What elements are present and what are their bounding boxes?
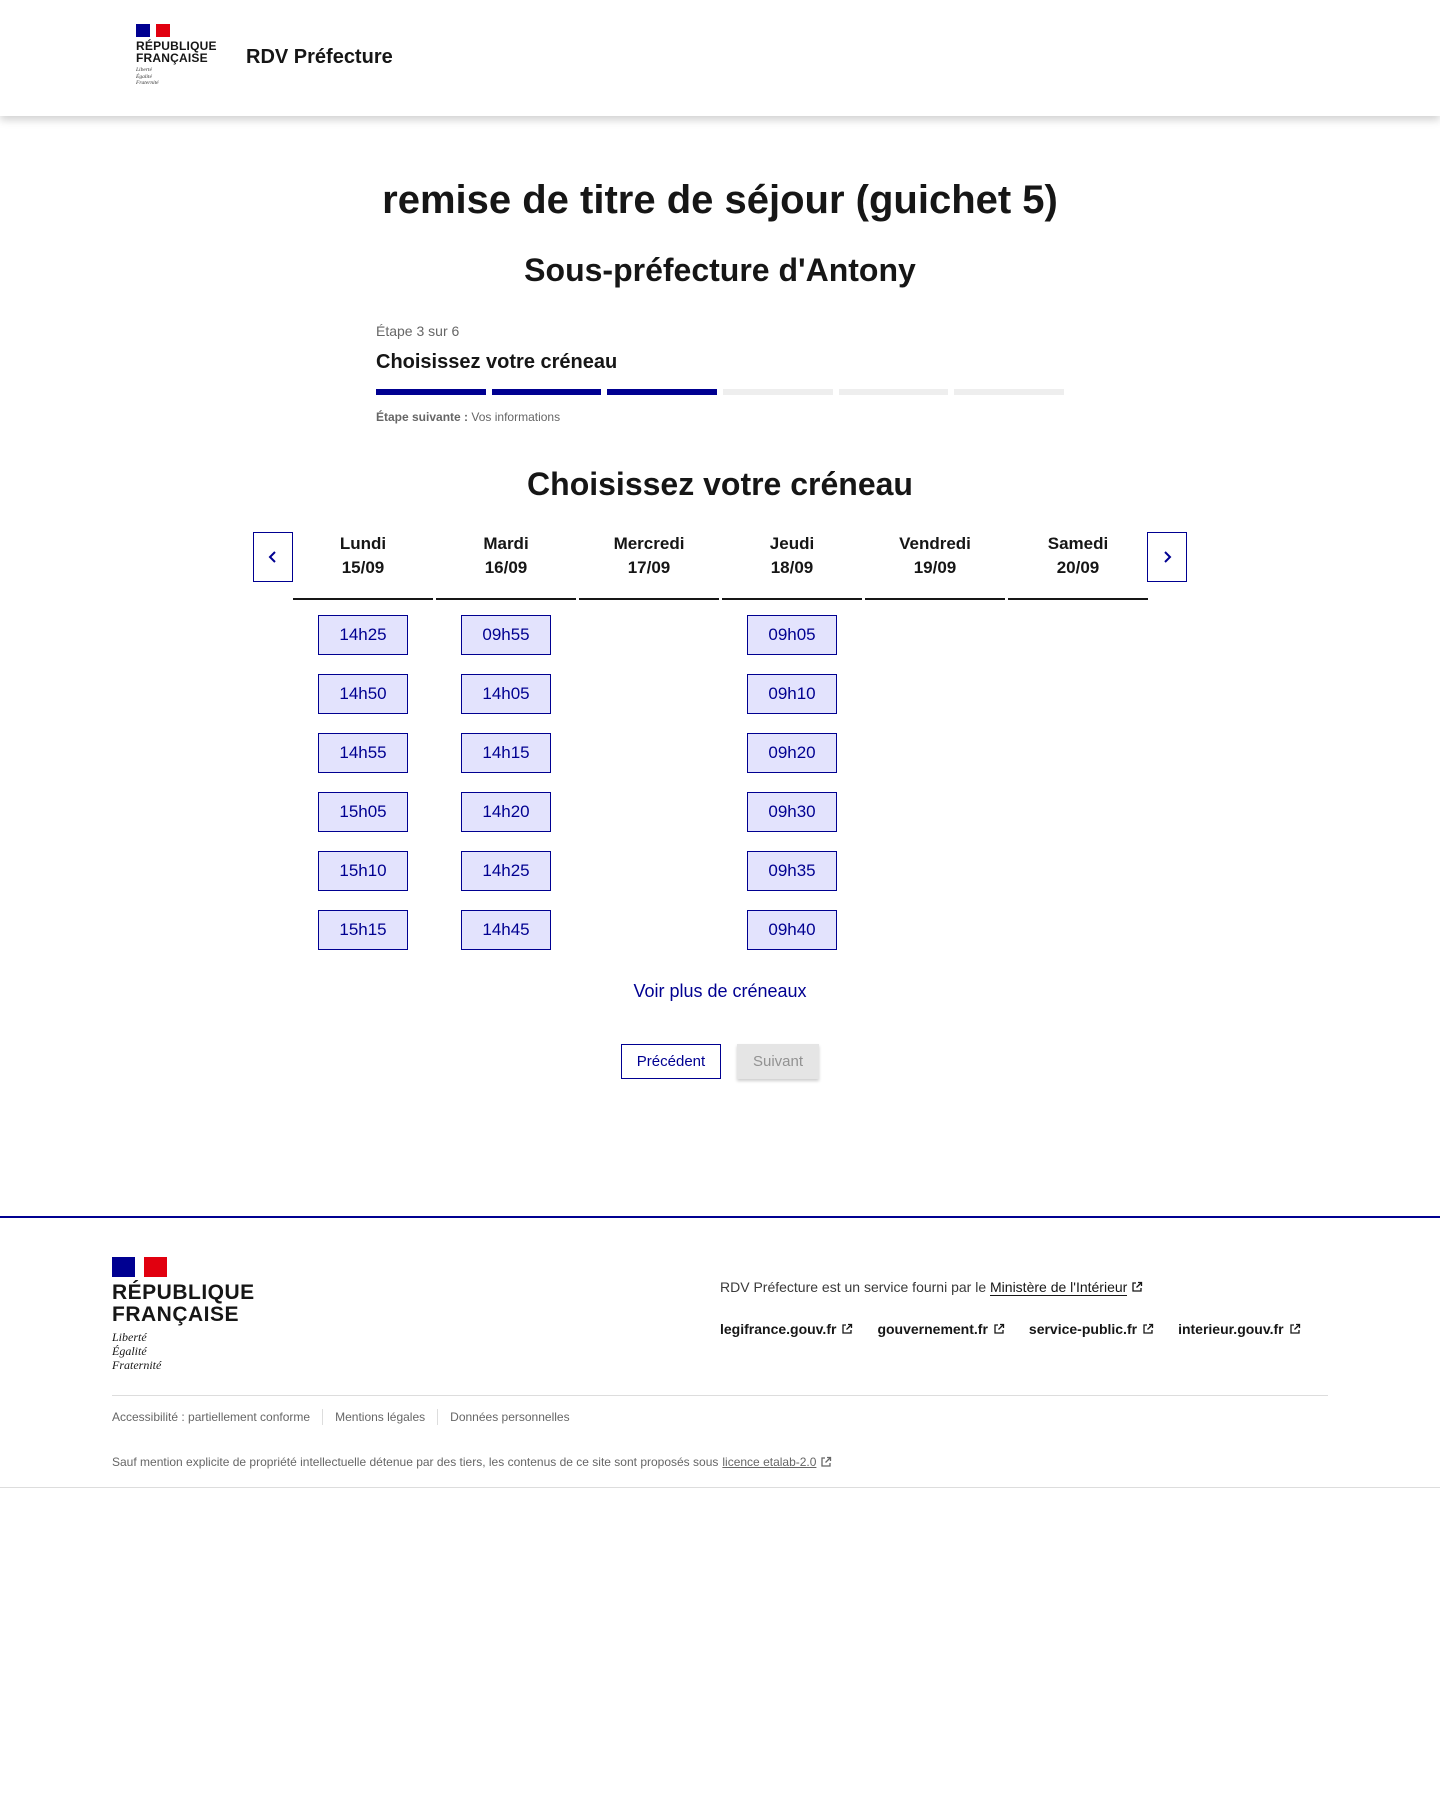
site-header [0, 0, 1440, 116]
footer-motto-fraternite: Fraternité [112, 1358, 162, 1372]
day-header [436, 532, 576, 600]
footer-bottom-link[interactable]: Mentions légales [335, 1410, 426, 1424]
footer-bottom-separator [322, 1409, 323, 1425]
stepper-segment [723, 389, 833, 395]
logo-text-line2: FRANÇAISE [136, 51, 208, 65]
license-text: Sauf mention explicite de propriété intellectuelle détenue par des tiers, les contenus de ce site sont proposés sous [112, 1455, 719, 1469]
footer-link-label: gouvernement.fr [877, 1321, 988, 1337]
day-name: Lundi [339, 534, 387, 553]
time-slot-button[interactable]: 14h55 [318, 733, 408, 773]
footer-motto-liberte: Liberté [112, 1330, 147, 1344]
day-name: Jeudi [769, 534, 815, 553]
site-footer [0, 1216, 1440, 1488]
footer-link-interieur[interactable] [1178, 1321, 1301, 1337]
time-slot-button[interactable]: 14h50 [318, 674, 408, 714]
chevron-right-icon [1161, 550, 1173, 564]
day-date: 17/09 [627, 558, 671, 577]
stepper-segment [839, 389, 949, 395]
day-header [579, 532, 719, 600]
previous-step-button[interactable]: Précédent [621, 1044, 721, 1079]
day-slots [436, 600, 576, 950]
page-subtitle: Sous-préfecture d'Antony [524, 252, 916, 288]
external-link-icon [993, 1323, 1005, 1335]
previous-week-button[interactable] [253, 532, 293, 582]
day-slots [579, 600, 719, 615]
footer-bottom-link[interactable]: Données personnelles [450, 1410, 570, 1424]
time-slot-button[interactable]: 15h15 [318, 910, 408, 950]
stepper [376, 323, 1064, 424]
footer-link-label: legifrance.gouv.fr [720, 1321, 837, 1337]
day-name: Mardi [483, 534, 529, 553]
day-date: 18/09 [770, 558, 814, 577]
time-slot-button[interactable]: 15h05 [318, 792, 408, 832]
footer-bottom-links [112, 1409, 570, 1425]
next-step-button-disabled: Suivant [737, 1044, 819, 1079]
day-slots [293, 600, 433, 950]
day-header [1008, 532, 1148, 600]
stepper-title: Choisissez votre créneau [376, 351, 618, 373]
license-link[interactable]: licence etalab-2.0 [722, 1455, 817, 1469]
motto-fraternite: Fraternité [136, 80, 159, 86]
stepper-progress [376, 389, 1064, 395]
footer-link-legifrance[interactable] [720, 1321, 853, 1337]
day-name: Vendredi [899, 534, 971, 553]
day-date: 15/09 [341, 558, 385, 577]
marianne-flag-icon [136, 24, 170, 37]
footer-link-service-public[interactable] [1029, 1321, 1154, 1337]
external-link-icon [1289, 1323, 1301, 1335]
time-slot-button[interactable]: 09h40 [747, 910, 837, 950]
time-slot-button[interactable]: 14h25 [318, 615, 408, 655]
external-link-icon [820, 1456, 832, 1468]
day-name: Mercredi [613, 534, 685, 553]
footer-description [720, 1279, 1143, 1295]
time-slot-button[interactable]: 15h10 [318, 851, 408, 891]
day-header [865, 532, 1005, 600]
day-slots [1008, 600, 1148, 615]
time-slot-button[interactable]: 14h25 [461, 851, 551, 891]
section-title: Choisissez votre créneau [527, 466, 913, 502]
time-slot-button[interactable]: 09h05 [747, 615, 837, 655]
time-slot-button[interactable]: 09h30 [747, 792, 837, 832]
footer-link-gouvernement[interactable] [877, 1321, 1004, 1337]
footer-logo[interactable] [112, 1257, 255, 1372]
day-date: 19/09 [913, 558, 957, 577]
day-header [722, 532, 862, 600]
day-date: 16/09 [484, 558, 528, 577]
time-slot-button[interactable]: 09h10 [747, 674, 837, 714]
stepper-state: Étape 3 sur 6 [376, 323, 460, 339]
footer-divider [112, 1395, 1328, 1396]
time-slot-button[interactable]: 09h20 [747, 733, 837, 773]
time-slot-button[interactable]: 09h55 [461, 615, 551, 655]
footer-external-links [720, 1321, 1301, 1337]
footer-bottom-separator [437, 1409, 438, 1425]
day-column [722, 532, 862, 969]
time-slot-button[interactable]: 14h20 [461, 792, 551, 832]
footer-license [112, 1455, 832, 1469]
footer-motto-egalite: Égalité [112, 1344, 147, 1358]
stepper-segment [607, 389, 717, 395]
footer-logo-line1: RÉPUBLIQUE [112, 1281, 255, 1304]
day-header [293, 532, 433, 600]
external-link-icon [841, 1323, 853, 1335]
republique-francaise-logo[interactable] [136, 24, 216, 87]
stepper-segment [954, 389, 1064, 395]
logo-motto [136, 67, 216, 87]
footer-bottom-link[interactable]: Accessibilité : partiellement conforme [112, 1410, 311, 1424]
stepper-next [376, 410, 1064, 424]
day-slots [722, 600, 862, 950]
stepper-next-value: Vos informations [471, 410, 561, 424]
see-more-slots-link[interactable]: Voir plus de créneaux [633, 981, 807, 1001]
time-slot-button[interactable]: 14h15 [461, 733, 551, 773]
day-date: 20/09 [1056, 558, 1100, 577]
footer-marianne-flag-icon [112, 1257, 167, 1277]
time-slot-button[interactable]: 09h35 [747, 851, 837, 891]
service-title[interactable]: RDV Préfecture [246, 46, 393, 68]
ministere-link-label: Ministère de l'Intérieur [990, 1279, 1128, 1295]
day-column [865, 532, 1005, 615]
motto-liberte: Liberté [136, 67, 152, 73]
external-link-icon [1142, 1323, 1154, 1335]
footer-motto [112, 1330, 255, 1372]
chevron-left-icon [267, 550, 279, 564]
stepper-segment [492, 389, 602, 395]
page-title: remise de titre de séjour (guichet 5) [382, 178, 1058, 222]
logo-text-line1: RÉPUBLIQUE [136, 39, 217, 53]
day-column [579, 532, 719, 615]
day-name: Samedi [1047, 534, 1109, 553]
motto-egalite: Égalité [136, 73, 152, 80]
footer-description-text: RDV Préfecture est un service fourni par le [720, 1279, 991, 1295]
stepper-next-label: Étape suivante : [376, 410, 469, 424]
next-week-button[interactable] [1147, 532, 1187, 582]
day-column [436, 532, 576, 969]
ministere-link[interactable] [990, 1279, 1127, 1296]
stepper-segment [376, 389, 486, 395]
day-column [293, 532, 433, 969]
day-slots [865, 600, 1005, 615]
day-column [1008, 532, 1148, 615]
time-slot-button[interactable]: 14h45 [461, 910, 551, 950]
footer-link-label: service-public.fr [1028, 1321, 1138, 1337]
footer-logo-line2: FRANÇAISE [112, 1303, 240, 1326]
footer-link-label: interieur.gouv.fr [1178, 1321, 1284, 1337]
time-slot-button[interactable]: 14h05 [461, 674, 551, 714]
external-link-icon [1131, 1281, 1143, 1293]
